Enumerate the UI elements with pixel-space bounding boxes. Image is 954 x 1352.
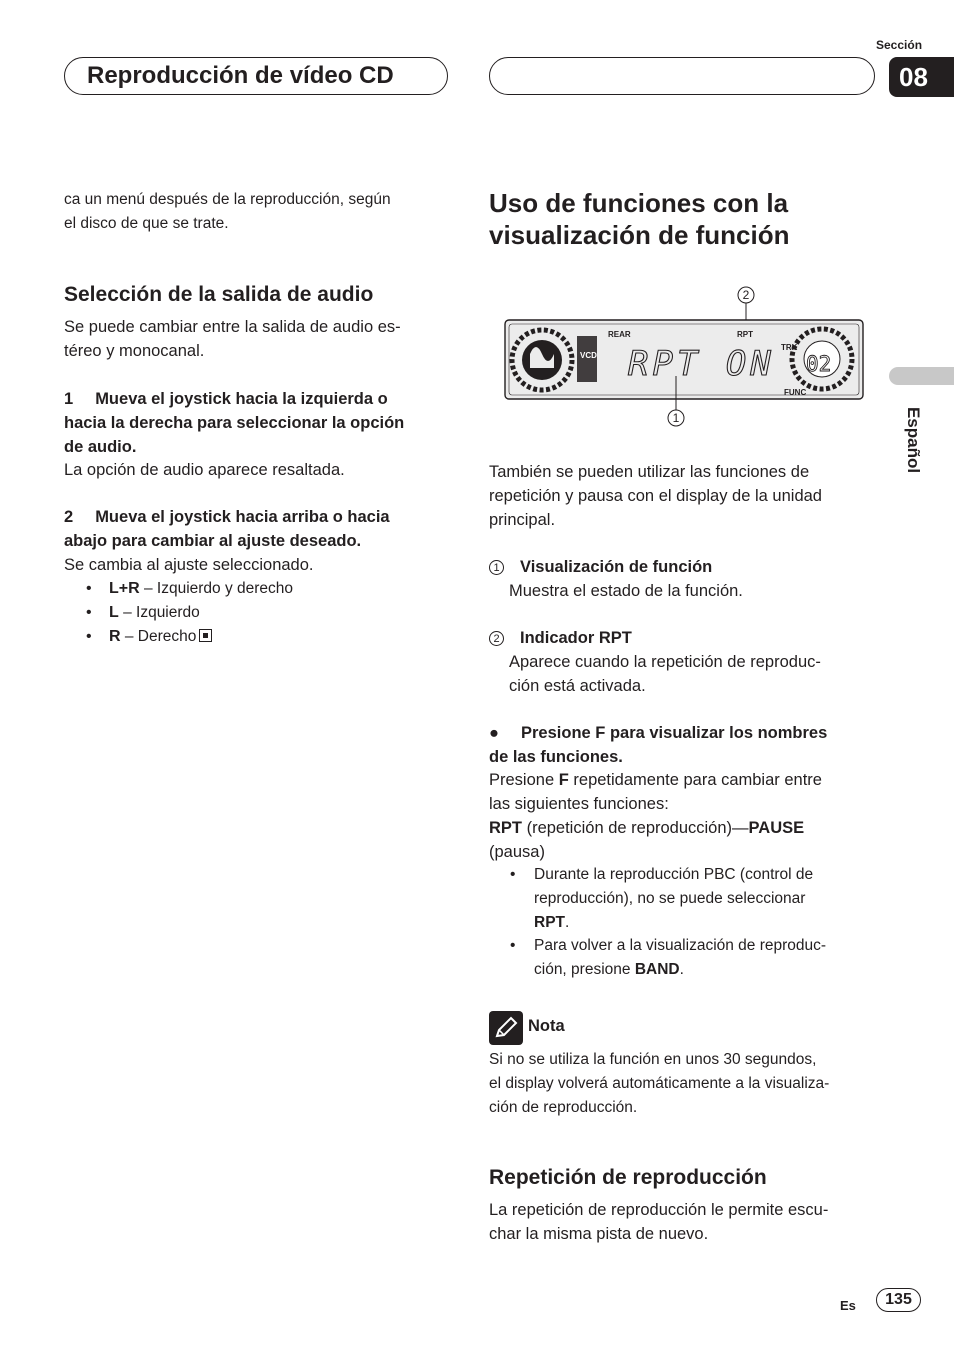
repeat-heading: Repetición de reproducción	[489, 1166, 767, 1189]
step-2-number: 2	[64, 508, 74, 526]
note-line: el display volverá automáticamente a la visualiza-	[489, 1075, 830, 1092]
side-tab-bar	[889, 367, 954, 385]
legend-2-desc-line: Aparece cuando la repetición de reproduc-	[509, 653, 821, 671]
step-1-result: La opción de audio aparece resaltada.	[64, 461, 345, 479]
legend-1-title: Visualización de función	[520, 558, 713, 576]
press-f-line: de las funciones.	[489, 748, 623, 766]
callout-2-number: 2	[742, 288, 750, 302]
functions-intro	[489, 460, 822, 532]
function-display-illustration	[500, 284, 870, 432]
footer-lang-code: Es	[840, 1298, 856, 1313]
functions-intro-line: principal.	[489, 511, 556, 529]
intro-line: el disco de que se trate.	[64, 215, 229, 232]
intro-line: ca un menú después de la reproducción, según	[64, 191, 391, 208]
step-1-line: hacia la derecha para seleccionar la opción	[64, 414, 405, 432]
legend-item-1	[489, 555, 743, 603]
list-item: • L – Izquierdo	[86, 604, 200, 621]
audio-heading: Selección de la salida de audio	[64, 283, 374, 306]
side-tab-language: Español	[904, 406, 923, 474]
legend-2-desc-line: ción está activada.	[509, 677, 646, 695]
step-2-line: abajo para cambiar al ajuste deseado.	[64, 532, 362, 550]
audio-description	[64, 315, 401, 363]
press-f-instruction: ● Presione F para visualizar los nombres de las funciones.	[489, 721, 827, 769]
legend-1-number: 1	[489, 560, 504, 575]
header-empty-bar	[489, 57, 875, 95]
display-label-trk: TRK	[781, 343, 798, 352]
audio-desc-line: téreo y monocanal.	[64, 342, 205, 360]
functions-heading-line: Uso de funciones con la	[489, 188, 789, 218]
display-label-rpt: RPT	[737, 330, 753, 339]
sub-bullet-2: • Para volver a la visualización de reproduc- ción, presione BAND.	[510, 937, 827, 978]
repeat-line: char la misma pista de nuevo.	[489, 1225, 709, 1243]
functions-heading-line: visualización de función	[489, 220, 790, 250]
step-1-line: Mueva el joystick hacia la izquierda o	[95, 390, 388, 408]
display-track-number: 02	[806, 352, 832, 376]
functions-intro-line: También se pueden utilizar las funciones de	[489, 463, 810, 481]
note-pencil-icon	[489, 1011, 523, 1045]
section-label: Sección	[876, 38, 923, 52]
step-1-line: de audio.	[64, 438, 137, 456]
page-number: 135	[876, 1288, 921, 1312]
sub-bullet-1: • Durante la reproducción PBC (control de reproducción), no se puede seleccionar RPT.	[510, 866, 814, 931]
chapter-title: Reproducción de vídeo CD	[64, 57, 448, 95]
note-line: Si no se utiliza la función en unos 30 segundos,	[489, 1051, 817, 1068]
display-label-rear: REAR	[608, 330, 631, 339]
intro-text	[64, 188, 391, 236]
step-1	[64, 387, 454, 459]
note-text	[489, 1048, 829, 1120]
callout-1-number: 1	[672, 411, 680, 425]
step-1-number: 1	[64, 390, 74, 408]
section-number: 08	[889, 57, 954, 97]
repeat-line: La repetición de reproducción le permite escu-	[489, 1201, 829, 1219]
press-f-line: Presione F para visualizar los nombres	[521, 724, 828, 742]
repeat-text	[489, 1198, 828, 1246]
display-label-func: FUNC	[784, 388, 807, 397]
audio-option-list	[86, 577, 293, 649]
press-f-description: Presione F repetidamente para cambiar entre las siguientes funciones: RPT (repetición de reproducción)—PAUSE (pausa)	[489, 771, 822, 861]
functions-heading	[489, 187, 790, 251]
list-item: • L+R – Izquierdo y derecho	[86, 580, 294, 597]
note-line: ción de reproducción.	[489, 1099, 638, 1116]
stop-icon	[199, 629, 212, 642]
list-item: • R – Derecho	[86, 625, 293, 649]
note-title: Nota	[528, 1017, 565, 1035]
display-label-vcd: VCD	[580, 351, 597, 360]
step-2	[64, 505, 454, 553]
display-main-text: RPT ON	[628, 344, 775, 384]
legend-1-desc: Muestra el estado de la función.	[509, 582, 743, 600]
audio-desc-line: Se puede cambiar entre la salida de audio es-	[64, 318, 401, 336]
functions-intro-line: repetición y pausa con el display de la unidad	[489, 487, 822, 505]
legend-2-number: 2	[489, 631, 504, 646]
step-2-line: Mueva el joystick hacia arriba o hacia	[95, 508, 390, 526]
step-2-result: Se cambia al ajuste seleccionado.	[64, 556, 314, 574]
legend-2-title: Indicador RPT	[520, 629, 632, 647]
legend-item-2	[489, 626, 821, 698]
